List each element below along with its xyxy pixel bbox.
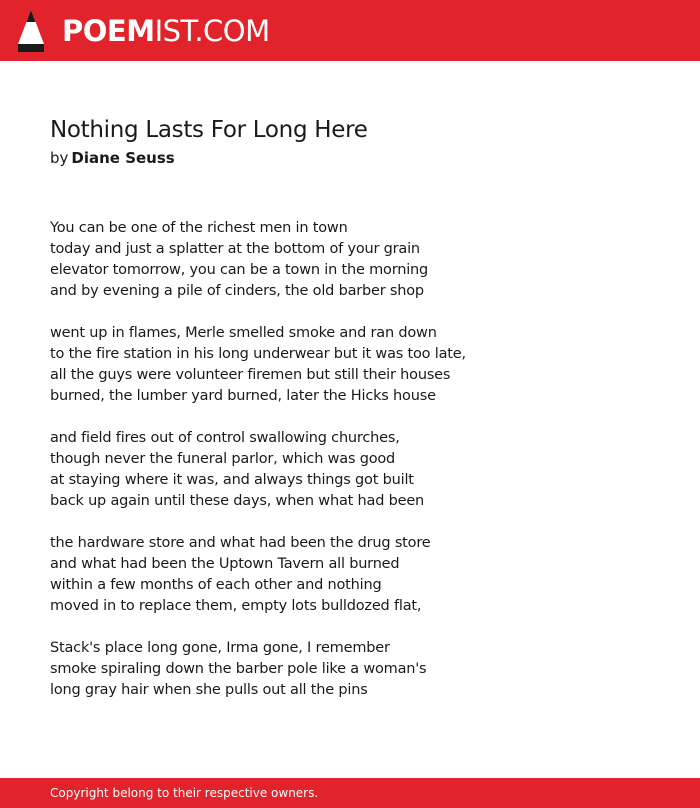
poem-byline (50, 149, 175, 167)
site-footer (0, 778, 700, 808)
logo-light-text: IST.COM (154, 13, 270, 48)
stanza (50, 323, 670, 407)
site-header (0, 0, 700, 61)
logo-bold-text: POEM (62, 13, 155, 48)
poem-line: elevator tomorrow, you can be a town in the morning (50, 262, 429, 278)
poem-line: and field fires out of control swallowing churches, (50, 430, 400, 446)
poem-line: at staying where it was, and always things got built (50, 472, 414, 488)
copyright-notice: Copyright belong to their respective owners. (50, 786, 319, 800)
site-logo[interactable] (18, 10, 270, 52)
poem-line: within a few months of each other and nothing (50, 577, 382, 593)
poem-line: and by evening a pile of cinders, the old barber shop (50, 283, 424, 299)
poem-title: Nothing Lasts For Long Here (50, 117, 368, 143)
poem-line: to the fire station in his long underwear but it was too late, (50, 346, 466, 362)
poem-author: Diane Seuss (71, 149, 175, 167)
site-logo-text (62, 13, 270, 48)
stanza (50, 638, 670, 701)
poem-line: back up again until these days, when what had been (50, 493, 425, 509)
by-label: by (50, 149, 69, 167)
pencil-tip-icon (18, 10, 44, 52)
stanza (50, 428, 670, 512)
poem-line: moved in to replace them, empty lots bulldozed flat, (50, 598, 422, 614)
poem-line: though never the funeral parlor, which was good (50, 451, 396, 467)
poem-line: long gray hair when she pulls out all the pins (50, 682, 368, 698)
poem-line: You can be one of the richest men in town (50, 220, 348, 236)
poem-line: went up in flames, Merle smelled smoke and ran down (50, 325, 437, 341)
poem-line: today and just a splatter at the bottom of your grain (50, 241, 420, 257)
poem-line: smoke spiraling down the barber pole like a woman's (50, 661, 427, 677)
poem-line: and what had been the Uptown Tavern all burned (50, 556, 400, 572)
stanza (50, 533, 670, 617)
poem-body (50, 218, 670, 722)
stanza (50, 218, 670, 302)
poem-line: burned, the lumber yard burned, later the Hicks house (50, 388, 436, 404)
poem-line: Stack's place long gone, Irma gone, I remember (50, 640, 390, 656)
poem-line: the hardware store and what had been the drug store (50, 535, 431, 551)
poem-line: all the guys were volunteer firemen but still their houses (50, 367, 451, 383)
